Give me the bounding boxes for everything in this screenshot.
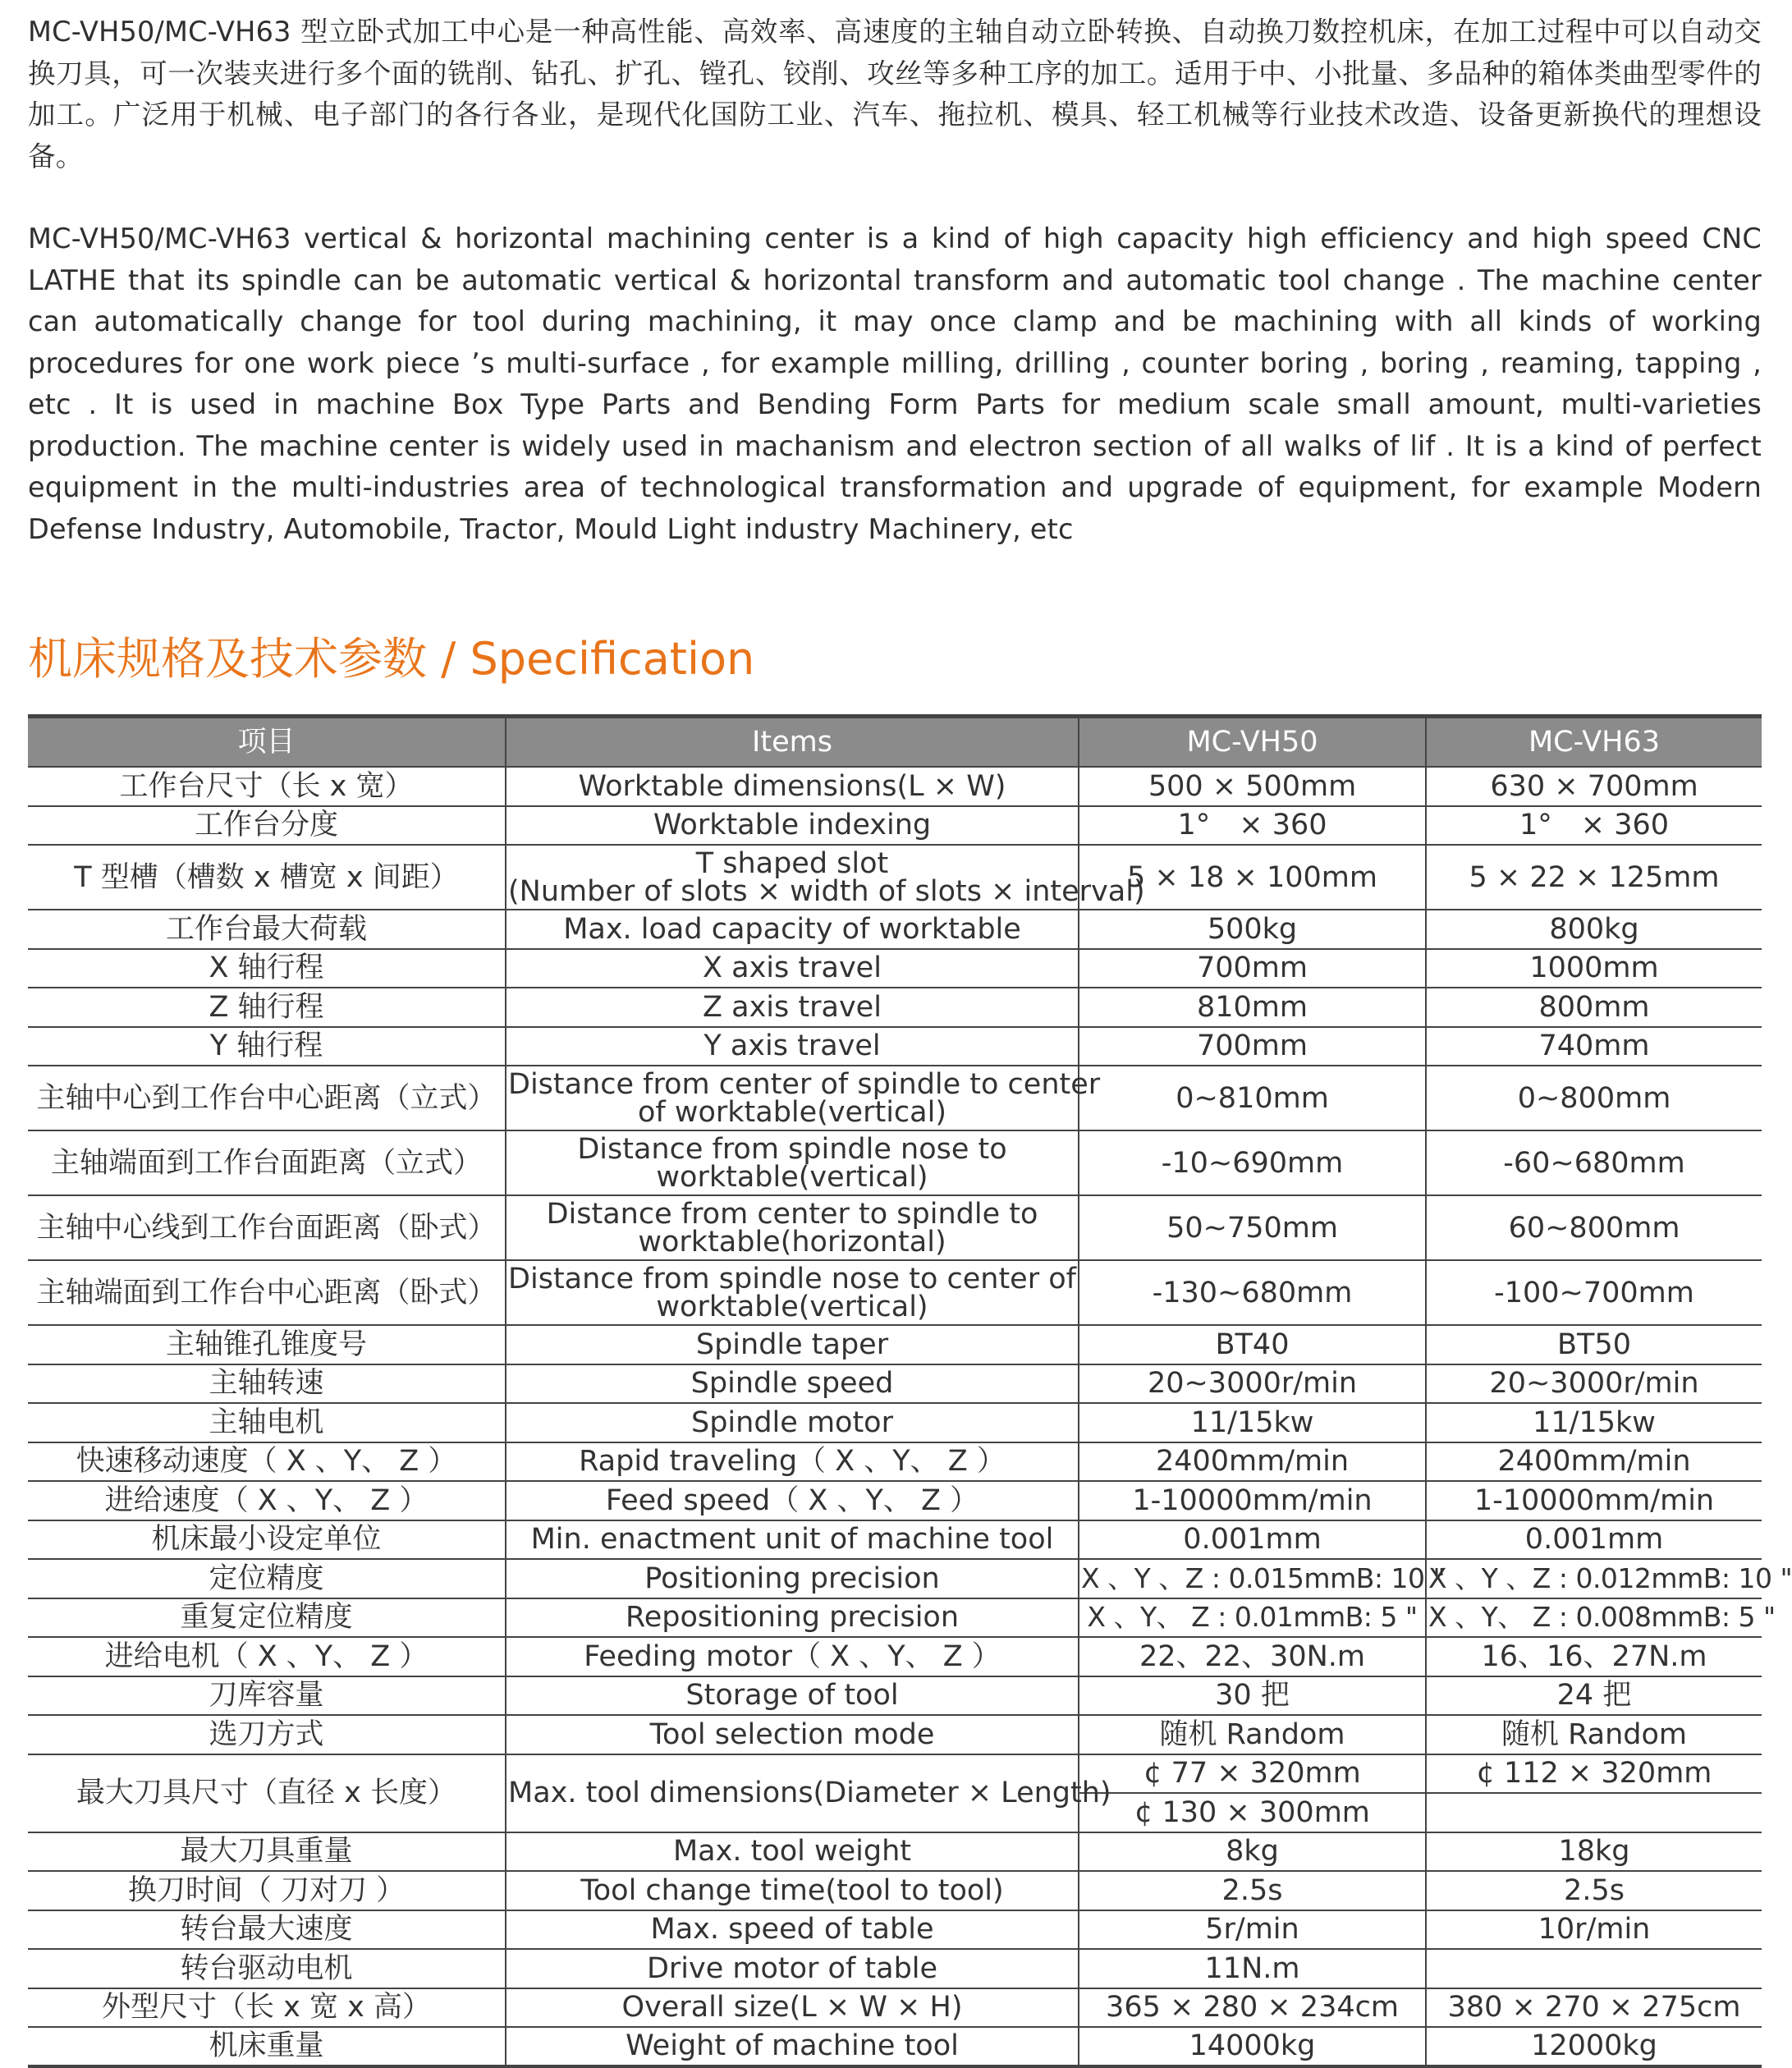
row-item-en: Storage of tool xyxy=(506,1676,1079,1716)
header-vh63: MC-VH63 xyxy=(1426,717,1762,768)
row-item-zh: 转台驱动电机 xyxy=(28,1949,506,1988)
row-item-en: Max. tool dimensions(Diameter × Length) xyxy=(506,1754,1079,1832)
row-value-vh63: 2400mm/min xyxy=(1426,1442,1762,1482)
row-item-zh: 最大刀具重量 xyxy=(28,1832,506,1872)
table-row xyxy=(28,1325,1762,1364)
header-item-zh: 项目 xyxy=(28,717,506,768)
table-row xyxy=(28,845,1762,910)
table-row xyxy=(28,1988,1762,2028)
row-item-zh: 主轴中心到工作台中心距离（立式） xyxy=(28,1066,506,1130)
row-value-vh63: 24 把 xyxy=(1426,1676,1762,1716)
table-header-row xyxy=(28,717,1762,768)
table-row xyxy=(28,1130,1762,1195)
table-row xyxy=(28,806,1762,846)
table-row xyxy=(28,1910,1762,1950)
row-value-vh50: 14000kg xyxy=(1079,2027,1426,2066)
row-item-en: Max. load capacity of worktable xyxy=(506,910,1079,949)
row-item-zh: 定位精度 xyxy=(28,1559,506,1598)
row-item-en-line1: Distance from spindle nose to xyxy=(577,1132,1007,1166)
header-item-en: Items xyxy=(506,717,1079,768)
row-item-en-line2: worktable(horizontal) xyxy=(638,1225,946,1259)
row-value-vh63: 20~3000r/min xyxy=(1426,1364,1762,1404)
row-item-zh: 主轴锥孔锥度号 xyxy=(28,1325,506,1364)
row-value-vh50: 700mm xyxy=(1079,949,1426,988)
row-value-vh63: 11/15kw xyxy=(1426,1403,1762,1442)
row-item-zh: 快速移动速度（ X 、Y、 Z ） xyxy=(28,1442,506,1482)
row-item-en: Feeding motor（ X 、Y、 Z ） xyxy=(506,1637,1079,1676)
row-value-vh63: ¢ 112 × 320mm xyxy=(1426,1754,1762,1794)
row-value-vh50: 500kg xyxy=(1079,910,1426,949)
table-row xyxy=(28,1027,1762,1066)
table-row xyxy=(28,988,1762,1027)
row-value-vh63: 800kg xyxy=(1426,910,1762,949)
row-item-en: Tool change time(tool to tool) xyxy=(506,1871,1079,1910)
row-value-vh63: -60~680mm xyxy=(1426,1130,1762,1195)
row-value-vh50: 50~750mm xyxy=(1079,1195,1426,1260)
row-value-vh63: 60~800mm xyxy=(1426,1195,1762,1260)
row-value-vh63: 随机 Random xyxy=(1426,1715,1762,1754)
row-item-zh: 工作台尺寸（长 x 宽） xyxy=(28,767,506,806)
row-item-zh: 工作台分度 xyxy=(28,806,506,846)
row-item-en: Repositioning precision xyxy=(506,1598,1079,1638)
row-value-vh50: 500 × 500mm xyxy=(1079,767,1426,806)
row-item-en: Spindle taper xyxy=(506,1325,1079,1364)
row-value-vh63: 5 × 22 × 125mm xyxy=(1426,845,1762,910)
row-value-vh50: 22、22、30N.m xyxy=(1079,1637,1426,1676)
row-item-en-line2: of worktable(vertical) xyxy=(637,1095,946,1129)
row-item-zh: 进给电机（ X 、Y、 Z ） xyxy=(28,1637,506,1676)
intro-english: MC-VH50/MC-VH63 vertical & horizontal machining center is a kind of high capacity high efficiency and high speed CNC LATHE that its spindle can be automatic vertical & horizontal transform and automatic tool change . The machine center can automatically change for tool during machining, it may once clamp and be machining with all kinds of working procedures for one work piece ’s multi-surface , for example milling, drilling , counter boring , boring , reaming, tapping , etc . It is used in machine Box Type Parts and Bending Form Parts for medium scale small amount, multi-varieties production. The machine center is widely used in machanism and electron section of all walks of lif . It is a kind of perfect equipment in the multi-industries area of technological transformation and upgrade of equipment, for example Modern Defense Industry, Automobile, Tractor, Mould Light industry Machinery, etc xyxy=(28,222,1762,545)
row-item-en: Spindle speed xyxy=(506,1364,1079,1404)
table-row xyxy=(28,1949,1762,1988)
spec-table-body xyxy=(28,767,1792,2066)
row-value-vh50: 5r/min xyxy=(1079,1910,1426,1950)
row-item-zh: X 轴行程 xyxy=(28,949,506,988)
row-value-vh63: 800mm xyxy=(1426,988,1762,1027)
row-item-en-line2: worktable(vertical) xyxy=(656,1290,928,1323)
row-item-zh: 主轴转速 xyxy=(28,1364,506,1404)
table-row xyxy=(28,1195,1762,1260)
row-item-en: Overall size(L × W × H) xyxy=(506,1988,1079,2028)
table-row xyxy=(28,1676,1762,1716)
row-value-vh50: X 、Y 、Z : 0.015mmB: 10 " xyxy=(1079,1559,1426,1598)
table-row xyxy=(28,1559,1762,1598)
row-value-vh63 xyxy=(1426,1949,1762,1988)
row-value-vh63: 0~800mm xyxy=(1426,1066,1762,1130)
row-item-zh: 主轴端面到工作台面距离（立式） xyxy=(28,1130,506,1195)
row-value-vh50: 0.001mm xyxy=(1079,1520,1426,1560)
row-value-vh63: 630 × 700mm xyxy=(1426,767,1762,806)
row-value-vh63: 0.001mm xyxy=(1426,1520,1762,1560)
table-row xyxy=(28,767,1762,806)
table-row xyxy=(28,1481,1762,1520)
table-row xyxy=(28,1442,1762,1482)
row-item-zh: 工作台最大荷载 xyxy=(28,910,506,949)
row-value-vh63: 16、16、27N.m xyxy=(1426,1637,1762,1676)
row-value-vh50: ¢ 77 × 320mm xyxy=(1079,1754,1426,1794)
table-row xyxy=(28,1403,1762,1442)
table-row xyxy=(28,1637,1762,1676)
table-row xyxy=(28,1871,1762,1910)
row-value-vh50: 1° × 360 xyxy=(1079,806,1426,846)
row-value-vh63: -100~700mm xyxy=(1426,1260,1762,1325)
row-value-vh50: -10~690mm xyxy=(1079,1130,1426,1195)
table-row xyxy=(28,910,1762,949)
row-item-en: Max. speed of table xyxy=(506,1910,1079,1950)
row-item-en-line2: (Number of slots × width of slots × interval) xyxy=(508,874,1145,908)
row-value-vh63: 1° × 360 xyxy=(1426,806,1762,846)
row-value-vh63: 18kg xyxy=(1426,1832,1762,1872)
row-item-zh: 外型尺寸（长 x 宽 x 高） xyxy=(28,1988,506,2028)
row-item-en xyxy=(506,1130,1079,1195)
row-item-en-line1: T shaped slot xyxy=(695,846,889,880)
row-item-zh: 主轴端面到工作台中心距离（卧式） xyxy=(28,1260,506,1325)
table-row xyxy=(28,1598,1762,1638)
row-value-vh50: 2.5s xyxy=(1079,1871,1426,1910)
row-item-zh: Z 轴行程 xyxy=(28,988,506,1027)
row-value-vh50: 2400mm/min xyxy=(1079,1442,1426,1482)
row-value-vh50: 随机 Random xyxy=(1079,1715,1426,1754)
row-value-vh50: 700mm xyxy=(1079,1027,1426,1066)
row-value-vh63: 380 × 270 × 275cm xyxy=(1426,1988,1762,2028)
row-value-vh50: 11/15kw xyxy=(1079,1403,1426,1442)
row-item-en: Y axis travel xyxy=(506,1027,1079,1066)
row-value-vh50: 810mm xyxy=(1079,988,1426,1027)
intro-chinese: MC-VH50/MC-VH63 型立卧式加工中心是一种高性能、高效率、高速度的主轴自动立卧转换、自动换刀数控机床，在加工过程中可以自动交换刀具，可一次装夹进行多个面的铣削、钻孔、扩孔、镗孔、铰削、攻丝等多种工序的加工。适用于中、小批量、多品种的箱体类曲型零件的加工。广泛用于机械、电子部门的各行各业，是现代化国防工业、汽车、拖拉机、模具、轻工机械等行业技术改造、设备更新换代的理想设备。 xyxy=(28,16,1762,172)
header-vh50: MC-VH50 xyxy=(1079,717,1426,768)
row-value-vh50: -130~680mm xyxy=(1079,1260,1426,1325)
row-item-en-line2: worktable(vertical) xyxy=(656,1160,928,1194)
row-item-zh: 重复定位精度 xyxy=(28,1598,506,1638)
row-value-vh63: 1000mm xyxy=(1426,949,1762,988)
row-item-zh: 机床重量 xyxy=(28,2027,506,2066)
row-item-en xyxy=(506,845,1145,910)
row-item-zh: 最大刀具尺寸（直径 x 长度） xyxy=(28,1754,506,1832)
row-value-vh63 xyxy=(1426,1793,1762,1832)
row-item-en: Spindle motor xyxy=(506,1403,1079,1442)
row-item-zh: 刀库容量 xyxy=(28,1676,506,1716)
row-value-vh50: X 、Y、 Z : 0.01mmB: 5 " xyxy=(1079,1598,1426,1638)
row-item-en: Feed speed（ X 、Y、 Z ） xyxy=(506,1481,1079,1520)
table-row xyxy=(28,1066,1762,1130)
table-row xyxy=(28,949,1762,988)
row-item-zh: 机床最小设定单位 xyxy=(28,1520,506,1560)
row-item-en xyxy=(506,1066,1101,1130)
row-item-en xyxy=(506,1195,1079,1260)
row-item-zh: 进给速度（ X 、Y、 Z ） xyxy=(28,1481,506,1520)
row-value-vh50: 5 × 18 × 100mm xyxy=(1079,845,1426,910)
row-item-en: Drive motor of table xyxy=(506,1949,1079,1988)
row-value-vh63: 12000kg xyxy=(1426,2027,1762,2066)
row-item-en: Weight of machine tool xyxy=(506,2027,1079,2066)
table-row xyxy=(28,1715,1762,1754)
row-item-en: Min. enactment unit of machine tool xyxy=(506,1520,1079,1560)
row-item-en-line1: Distance from center to spindle to xyxy=(546,1197,1038,1231)
row-value-vh50: 8kg xyxy=(1079,1832,1426,1872)
row-item-en-line1: Distance from center of spindle to center xyxy=(508,1067,1101,1101)
row-item-en: Worktable dimensions(L × W) xyxy=(506,767,1079,806)
row-value-vh63: 1-10000mm/min xyxy=(1426,1481,1762,1520)
row-item-zh: 转台最大速度 xyxy=(28,1910,506,1950)
row-item-en-line1: Distance from spindle nose to center of xyxy=(508,1262,1076,1295)
row-value-vh50: 20~3000r/min xyxy=(1079,1364,1426,1404)
row-value-vh50: ¢ 130 × 300mm xyxy=(1079,1793,1426,1832)
row-item-zh: Y 轴行程 xyxy=(28,1027,506,1066)
row-value-vh63: X 、Y 、Z : 0.012mmB: 10 " xyxy=(1426,1559,1762,1598)
row-item-en xyxy=(506,1260,1079,1325)
row-value-vh50: 1-10000mm/min xyxy=(1079,1481,1426,1520)
row-value-vh63: 2.5s xyxy=(1426,1871,1762,1910)
row-value-vh63: 740mm xyxy=(1426,1027,1762,1066)
row-item-zh: 选刀方式 xyxy=(28,1715,506,1754)
row-item-zh: T 型槽（槽数 x 槽宽 x 间距） xyxy=(28,845,506,910)
table-row xyxy=(28,1364,1762,1404)
row-value-vh50: 11N.m xyxy=(1079,1949,1426,1988)
spec-table xyxy=(28,714,1792,2068)
row-item-zh: 主轴中心线到工作台面距离（卧式） xyxy=(28,1195,506,1260)
row-value-vh63: 10r/min xyxy=(1426,1910,1762,1950)
row-value-vh63: BT50 xyxy=(1426,1325,1762,1364)
table-row xyxy=(28,1754,1762,1794)
row-value-vh50: 30 把 xyxy=(1079,1676,1426,1716)
table-row xyxy=(28,1520,1762,1560)
row-value-vh50: 0~810mm xyxy=(1079,1066,1426,1130)
row-item-en: Tool selection mode xyxy=(506,1715,1079,1754)
table-row xyxy=(28,1260,1762,1325)
row-item-en: Positioning precision xyxy=(506,1559,1079,1598)
table-row xyxy=(28,2027,1762,2066)
row-item-en: X axis travel xyxy=(506,949,1079,988)
intro-text xyxy=(28,11,1762,550)
row-item-en: Rapid traveling（ X 、Y、 Z ） xyxy=(506,1442,1079,1482)
row-value-vh50: 365 × 280 × 234cm xyxy=(1079,1988,1426,2028)
row-item-zh: 换刀时间（ 刀对刀 ） xyxy=(28,1871,506,1910)
row-value-vh50: BT40 xyxy=(1079,1325,1426,1364)
table-row xyxy=(28,1832,1762,1872)
row-value-vh63: X 、Y、 Z : 0.008mmB: 5 " xyxy=(1426,1598,1762,1638)
section-title: 机床规格及技术参数 / Specification xyxy=(28,633,755,685)
row-item-en: Z axis travel xyxy=(506,988,1079,1027)
row-item-en: Worktable indexing xyxy=(506,806,1079,846)
row-item-zh: 主轴电机 xyxy=(28,1403,506,1442)
row-item-en: Max. tool weight xyxy=(506,1832,1079,1872)
